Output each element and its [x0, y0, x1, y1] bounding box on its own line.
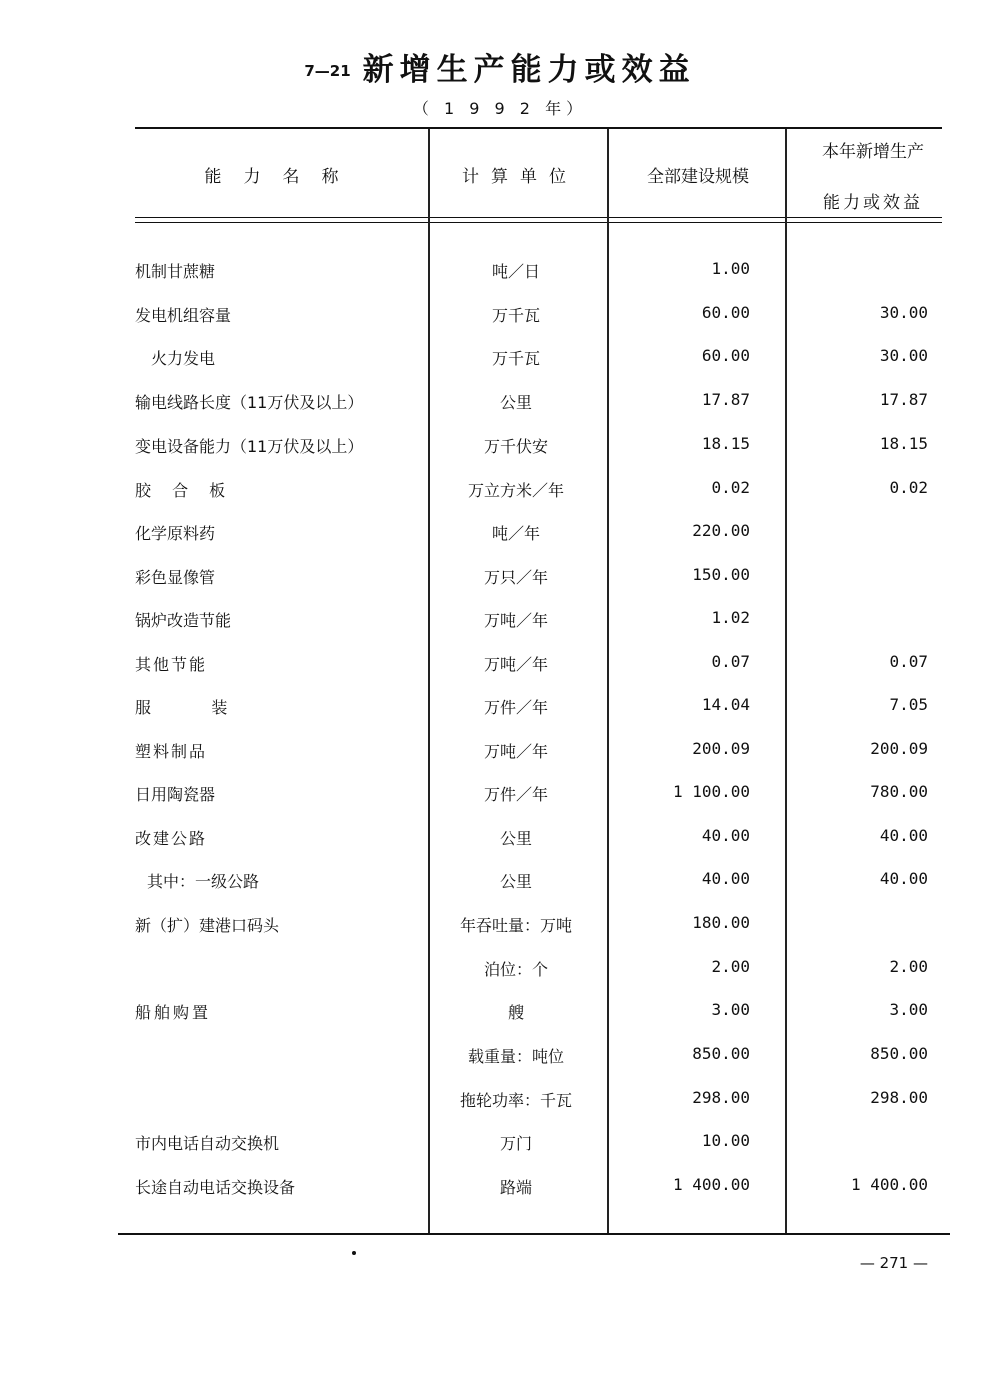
table-row	[0, 565, 1000, 605]
table-row	[0, 695, 1000, 735]
row-name: 日用陶瓷器	[135, 785, 216, 804]
row-new: 0.07	[889, 652, 928, 671]
row-new: 40.00	[879, 869, 928, 888]
row-name: 新（扩）建港口码头	[135, 916, 280, 935]
row-scale: 3.00	[711, 1000, 750, 1019]
table-subtitle: （ 1 9 9 2 年）	[412, 99, 588, 118]
row-unit: 吨／年	[491, 524, 540, 543]
table-row	[0, 782, 1000, 822]
row-unit: 万只／年	[483, 568, 548, 587]
row-scale: 17.87	[701, 390, 750, 409]
row-new: 3.00	[889, 1000, 928, 1019]
table-row	[0, 826, 1000, 866]
row-new: 17.87	[879, 390, 928, 409]
row-name: 锅炉改造节能	[135, 611, 232, 630]
page-number: — 271 —	[859, 1254, 928, 1272]
row-scale: 2.00	[711, 957, 750, 976]
row-name: 市内电话自动交换机	[135, 1134, 280, 1153]
table-row	[0, 346, 1000, 386]
row-name: 发电机组容量	[135, 306, 232, 325]
table-row	[0, 608, 1000, 648]
row-scale: 1 400.00	[672, 1175, 750, 1194]
row-unit: 万件／年	[483, 785, 548, 804]
row-new: 298.00	[870, 1088, 928, 1107]
row-name: 塑料制品	[135, 742, 208, 761]
row-unit: 泊位：个	[483, 960, 548, 979]
row-new: 18.15	[879, 434, 928, 453]
row-unit: 公里	[499, 393, 532, 412]
bottom-rule	[118, 1233, 950, 1235]
row-scale: 200.09	[692, 739, 750, 758]
column-header-new-line1: 本年新增生产	[822, 142, 924, 162]
row-new: 30.00	[879, 346, 928, 365]
table-title: 新增生产能力或效益	[362, 52, 696, 88]
table-row	[0, 1088, 1000, 1128]
row-scale: 1 100.00	[672, 782, 750, 801]
row-scale: 0.02	[711, 478, 750, 497]
row-unit: 吨／日	[491, 262, 540, 281]
row-name: 彩色显像管	[135, 568, 216, 587]
row-scale: 1.02	[711, 608, 750, 627]
table-title-block	[0, 44, 1000, 89]
row-unit: 路端	[499, 1178, 532, 1197]
column-header-name: 能力名称	[204, 167, 361, 187]
table-row	[0, 434, 1000, 474]
row-scale: 14.04	[701, 695, 750, 714]
row-name: 其中：一级公路	[147, 872, 260, 891]
table-row	[0, 1000, 1000, 1040]
row-name: 船舶购置	[135, 1003, 212, 1022]
row-name: 机制甘蔗糖	[135, 262, 216, 281]
table-row	[0, 739, 1000, 779]
row-scale: 60.00	[701, 346, 750, 365]
row-scale: 0.07	[711, 652, 750, 671]
table-number: 7—21	[304, 62, 351, 80]
table-row	[0, 521, 1000, 561]
row-new: 7.05	[889, 695, 928, 714]
row-scale: 60.00	[701, 303, 750, 322]
row-name: 化学原料药	[135, 524, 216, 543]
row-unit: 万吨／年	[483, 611, 548, 630]
row-scale: 298.00	[692, 1088, 750, 1107]
row-new: 850.00	[870, 1044, 928, 1063]
table-row	[0, 957, 1000, 997]
row-unit: 艘	[507, 1003, 524, 1022]
row-name: 输电线路长度（11万伏及以上）	[135, 393, 364, 412]
row-scale: 1.00	[711, 259, 750, 278]
table-row	[0, 259, 1000, 299]
row-name: 长途自动电话交换设备	[135, 1178, 296, 1197]
row-unit: 万千瓦	[491, 306, 540, 325]
row-name: 火力发电	[151, 349, 216, 368]
table-row	[0, 1044, 1000, 1084]
row-new: 0.02	[889, 478, 928, 497]
row-name: 变电设备能力（11万伏及以上）	[135, 437, 364, 456]
table-row	[0, 869, 1000, 909]
table-row	[0, 303, 1000, 343]
row-scale: 40.00	[701, 869, 750, 888]
row-unit: 万千伏安	[483, 437, 548, 456]
row-unit: 万千瓦	[491, 349, 540, 368]
table-row	[0, 1131, 1000, 1171]
table-row	[0, 652, 1000, 692]
row-unit: 万立方米／年	[467, 481, 564, 500]
row-name: 胶 合 板	[135, 481, 234, 500]
row-scale: 10.00	[701, 1131, 750, 1150]
row-scale: 18.15	[701, 434, 750, 453]
row-new: 40.00	[879, 826, 928, 845]
table-row	[0, 913, 1000, 953]
row-scale: 40.00	[701, 826, 750, 845]
row-unit: 公里	[499, 872, 532, 891]
row-unit: 万吨／年	[483, 655, 548, 674]
top-rule	[135, 127, 942, 129]
print-speck	[352, 1251, 356, 1255]
row-unit: 万件／年	[483, 698, 548, 717]
column-header-scale: 全部建设规模	[647, 167, 749, 187]
column-header-new-line2: 能力或效益	[823, 193, 923, 213]
row-unit: 公里	[499, 829, 532, 848]
row-new: 30.00	[879, 303, 928, 322]
row-unit: 拖轮功率：千瓦	[459, 1091, 572, 1110]
row-scale: 180.00	[692, 913, 750, 932]
row-scale: 220.00	[692, 521, 750, 540]
header-bottom-rule-2	[135, 222, 942, 223]
row-unit: 年吞吐量：万吨	[459, 916, 572, 935]
row-name: 服 装	[135, 698, 236, 717]
row-new: 1 400.00	[850, 1175, 928, 1194]
table-row	[0, 1175, 1000, 1215]
row-unit: 载重量：吨位	[467, 1047, 564, 1066]
row-unit: 万吨／年	[483, 742, 548, 761]
row-scale: 150.00	[692, 565, 750, 584]
header-bottom-rule	[135, 217, 942, 218]
row-unit: 万门	[499, 1134, 532, 1153]
row-name: 其他节能	[135, 655, 208, 674]
column-header-unit: 计算单位	[462, 167, 578, 187]
table-row	[0, 478, 1000, 518]
row-scale: 850.00	[692, 1044, 750, 1063]
row-new: 200.09	[870, 739, 928, 758]
table-row	[0, 390, 1000, 430]
row-name: 改建公路	[135, 829, 208, 848]
row-new: 780.00	[870, 782, 928, 801]
row-new: 2.00	[889, 957, 928, 976]
